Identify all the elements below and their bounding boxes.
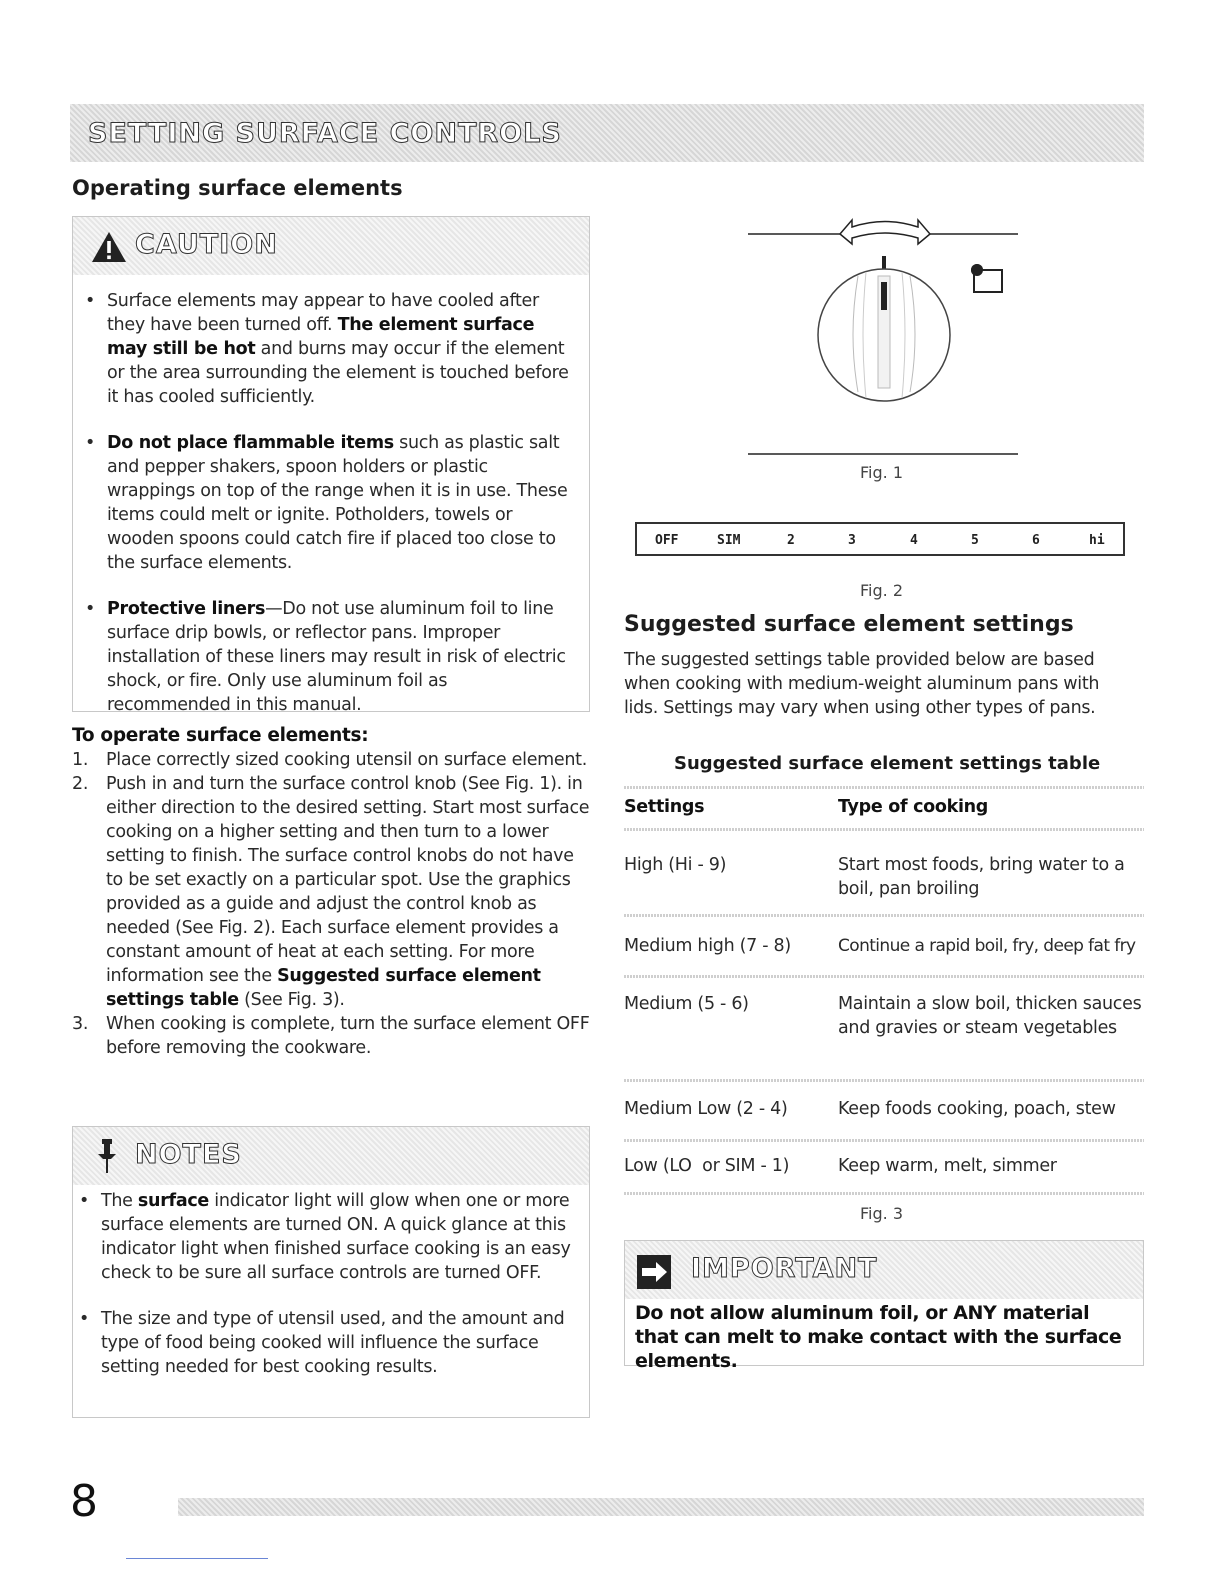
table-cell-type: Maintain a slow boil, thicken sauces and gravies or steam vegetables — [838, 994, 1142, 1038]
fig3-caption: Fig. 3 — [860, 1204, 903, 1223]
table-separator — [624, 786, 1144, 789]
footer-rule — [126, 1558, 268, 1559]
table-separator — [624, 975, 1144, 978]
table-cell-setting: Low (LO or SIM - 1) — [624, 1156, 790, 1176]
notes-label: NOTES — [135, 1139, 242, 1170]
table-separator — [624, 1192, 1144, 1195]
caution-body — [73, 275, 589, 717]
scale-label: 3 — [848, 533, 856, 548]
scale-label: 2 — [787, 533, 795, 548]
table-cell-setting: High (Hi - 9) — [624, 855, 727, 875]
page-number: 8 — [70, 1476, 98, 1527]
fig2-caption: Fig. 2 — [860, 581, 903, 600]
table-cell-setting: Medium (5 - 6) — [624, 994, 749, 1014]
table-separator — [624, 914, 1144, 917]
table-header-settings: Settings — [624, 797, 705, 817]
important-box — [624, 1240, 1144, 1372]
suggested-title: Suggested surface element settings — [624, 612, 1074, 637]
table-separator — [624, 828, 1144, 831]
caution-item: • Protective liners—Do not use aluminum foil to line surface drip bowls, or reflector pans. Improper installation of these liners may result in risk of electric shock, or fire. Only use aluminum foil as recommended in this manual. — [79, 597, 575, 717]
scale-label: 5 — [971, 533, 979, 548]
important-text: Do not allow aluminum foil, or ANY material that can melt to make contact with the surface elements. — [635, 1302, 1122, 1372]
table-separator — [624, 1079, 1144, 1082]
pushpin-icon — [95, 1137, 119, 1175]
caution-box — [72, 216, 590, 715]
suggested-text: The suggested settings table provided below are based when cooking with medium-weight aluminum pans with lids. Settings may vary when using other types of pans. — [624, 650, 1100, 718]
table-cell-type: Start most foods, bring water to a boil, pan broiling — [838, 855, 1125, 899]
table-cell-type: Keep warm, melt, simmer — [838, 1156, 1057, 1176]
scale-label: 6 — [1032, 533, 1040, 548]
arrow-right-icon — [637, 1255, 671, 1289]
table-separator — [624, 1139, 1144, 1142]
warning-icon — [91, 231, 127, 263]
table-cell-setting: Medium high (7 - 8) — [624, 936, 791, 956]
caution-item: • Do not place flammable items such as plastic salt and pepper shakers, spoon holders or plastic wrappings on top of the range when it is in use. These items could melt or ignite. Potholders, towels or wooden spoons could catch fire if placed too close to the surface elements. — [79, 431, 575, 575]
notes-box — [72, 1126, 590, 1418]
table-cell-type: Keep foods cooking, poach, stew — [838, 1099, 1116, 1119]
fig1-caption: Fig. 1 — [860, 463, 903, 482]
operate-step: 1. Place correctly sized cooking utensil on surface element. — [72, 750, 587, 770]
operate-step: 3. When cooking is complete, turn the surface element OFF before removing the cookware. — [72, 1014, 590, 1058]
table-title: Suggested surface element settings table — [674, 753, 1101, 774]
operate-step: 2. Push in and turn the surface control knob (See Fig. 1). in either direction to the desired setting. Start most surface cooking on a higher setting and then turn to a lower setting to finish. The surface control knobs do not have to be set exactly on a particular spot. Use the graphics provided as a guide and adjust the control knob as needed (See Fig. 2). Each surface element provides a constant amount of heat at each setting. For more information see the Suggested surface element settings table (See Fig. 3). — [72, 774, 590, 1010]
notes-header — [73, 1127, 589, 1185]
section-title: Operating surface elements — [72, 176, 403, 200]
operate-title: To operate surface elements: — [72, 725, 369, 746]
notes-item: • The surface indicator light will glow when one or more surface elements are turned ON. A quick glance at this indicator light when finished surface cooking is an easy check to be sure all surface controls are turned OFF. — [73, 1189, 575, 1285]
operate-section — [72, 724, 592, 1060]
caution-label: CAUTION — [135, 229, 278, 260]
table-cell-type: Continue a rapid boil, fry, deep fat fry — [838, 936, 1136, 956]
knob-scale — [635, 522, 1125, 556]
caution-header — [73, 217, 589, 275]
important-header — [625, 1241, 1143, 1299]
scale-label: SIM — [717, 533, 741, 548]
notes-item: • The size and type of utensil used, and the amount and type of food being cooked will influence the surface setting needed for best cooking results. — [73, 1307, 575, 1379]
footer-bar — [178, 1498, 1144, 1516]
scale-label: 4 — [910, 533, 918, 548]
control-knob-illustration — [740, 210, 1040, 460]
scale-label: OFF — [655, 533, 679, 548]
caution-item: • Surface elements may appear to have cooled after they have been turned off. The element surface may still be hot and burns may occur if the element or the area surrounding the element is touched before it has cooled sufficiently. — [79, 289, 575, 409]
notes-body — [73, 1185, 589, 1379]
page-title: SETTING SURFACE CONTROLS — [88, 118, 562, 149]
table-header-type: Type of cooking — [838, 797, 989, 817]
table-cell-setting: Medium Low (2 - 4) — [624, 1099, 788, 1119]
scale-label: hi — [1089, 533, 1105, 548]
important-label: IMPORTANT — [691, 1253, 878, 1284]
